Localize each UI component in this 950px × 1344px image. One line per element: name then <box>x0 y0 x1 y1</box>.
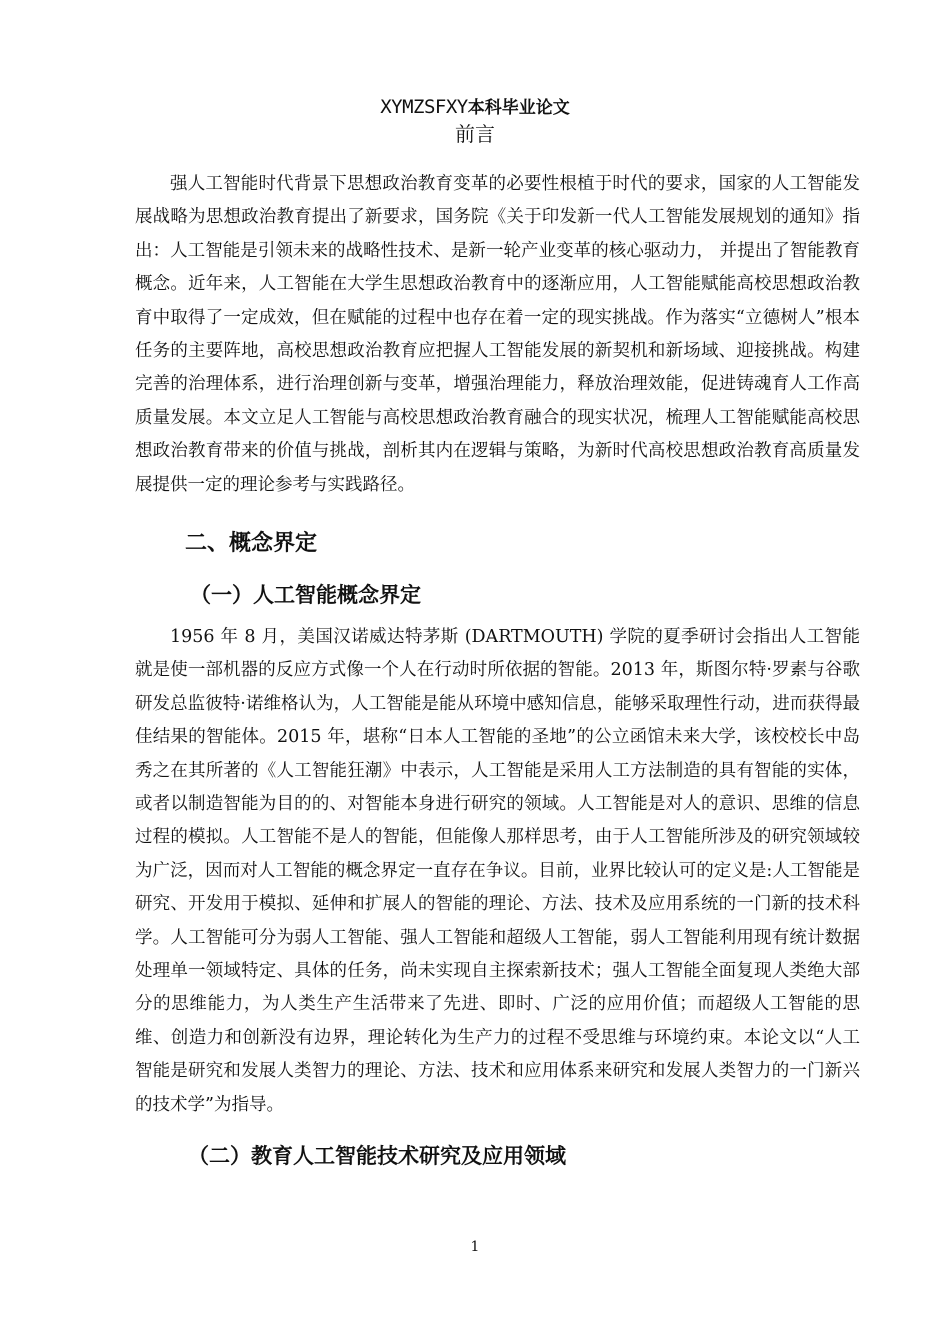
page-title: 前言 <box>455 122 495 146</box>
ai-concept-paragraph: 1956 年 8 月，美国汉诺威达特茅斯 (DARTMOUTH) 学院的夏季研讨会指出人工智能就是使一部机器的反应方式像一个人在行动时所依据的智能。2013 年，斯图尔特·罗素与谷歌研发总监彼特·诺维格认为，人工智能是能从环境中感知信息，能够采取理性行动，进而获得最佳结果的智能体。2015 年，堪称“日本人工智能的圣地”的公立函馆未来大学，该校校长中岛秀之在其所著的《人工智能狂潮》中表示，人工智能是采用人工方法制造的具有智能的实体，或者以制造智能为目的的、对智能本身进行研究的领域。人工智能是对人的意识、思维的信息过程的模拟。人工智能不是人的智能，但能像人那样思考，由于人工智能所涉及的研究领域较为广泛，因而对人工智能的概念界定一直存在争议。目前，业界比较认可的定义是:人工智能是研究、开发用于模拟、延伸和扩展人的智能的理论、方法、技术及应用系统的一门新的技术科学。人工智能可分为弱人工智能、强人工智能和超级人工智能，弱人工智能利用现有统计数据处理单一领域特定、具体的任务，尚未实现自主探索新技术；强人工智能全面复现人类绝大部分的思维能力，为人类生产生活带来了先进、即时、广泛的应用价值；而超级人工智能的思维、创造力和创新没有边界，理论转化为生产力的过程不受思维与环境约束。本论文以“人工智能是研究和发展人类智力的理论、方法、技术和应用体系来研究和发展人类智力的一门新兴的技术学”为指导。 <box>135 627 860 1115</box>
running-header <box>0 92 950 122</box>
header-label: 本科毕业论文 <box>467 98 570 118</box>
subsection-heading-ai-concept: （一）人工智能概念界定 <box>190 583 421 607</box>
page-number: 1 <box>470 1239 480 1255</box>
foreword-paragraph: 强人工智能时代背景下思想政治教育变革的必要性根植于时代的要求，国家的人工智能发展战略为思想政治教育提出了新要求，国务院《关于印发新一代人工智能发展规划的通知》指出：人工智能是引领未来的战略性技术、是新一轮产业变革的核心驱动力， 并提出了智能教育概念。近年来，人工智能在大学生思想政治教育中的逐渐应用，人工智能赋能高校思想政治教育中取得了一定成效，但在赋能的过程中也存在着一定的现实挑战。作为落实“立德树人”根本任务的主要阵地，高校思想政治教育应把握人工智能发展的新契机和新场域、迎接挑战。构建完善的治理体系，进行治理创新与变革，增强治理能力，释放治理效能，促进铸魂育人工作高质量发展。本文立足人工智能与高校思想政治教育融合的现实状况，梳理人工智能赋能高校思想政治教育带来的价值与挑战，剖析其内在逻辑与策略，为新时代高校思想政治教育高质量发展提供一定的理论参考与实践路径。 <box>135 174 860 495</box>
header-code: XYMZSFXY <box>380 96 468 118</box>
subsection-heading-education-ai: （二）教育人工智能技术研究及应用领域 <box>188 1144 566 1168</box>
section-heading-concepts: 二、概念界定 <box>185 531 318 556</box>
